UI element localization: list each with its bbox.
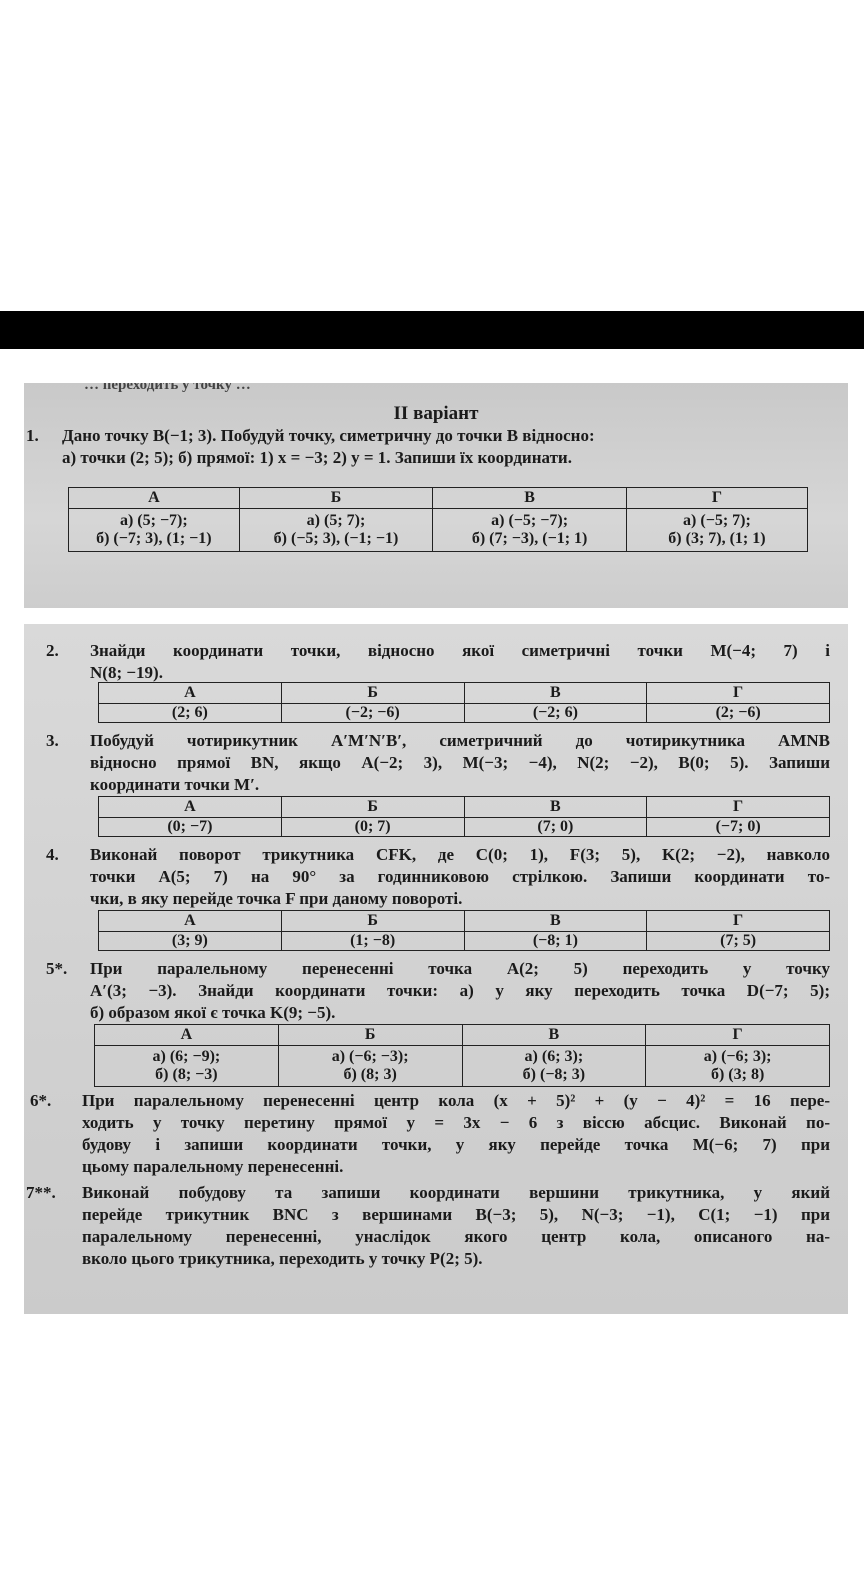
option-c-answer: а) (−5; −7); б) (7; −3), (−1; 1) [433, 509, 627, 552]
answer-table-2 [98, 682, 830, 723]
task-2 [46, 640, 830, 684]
option-c-answer: (7; 0) [464, 818, 647, 837]
task-text-line: Виконай поворот трикутника CFK, де C(0; 1), F(3; 5), K(2; −2), навколо [90, 845, 830, 864]
task-text-line: ходить у точку перетину прямої y = 3x − 6 з віссю абсцис. Виконай по- [82, 1113, 830, 1132]
option-d-answer: а) (−5; 7); б) (3; 7), (1; 1) [626, 509, 807, 552]
worksheet-photo-bottom [24, 624, 848, 1314]
option-d-header: Г [647, 683, 830, 704]
task-4 [46, 844, 830, 910]
option-b-answer: а) (5; 7); б) (−5; 3), (−1; −1) [239, 509, 433, 552]
option-c-header: В [433, 488, 627, 509]
option-a-answer: (2; 6) [99, 704, 282, 723]
option-c-header: В [464, 797, 647, 818]
option-a-header: А [69, 488, 240, 509]
option-b-answer: (0; 7) [281, 818, 464, 837]
task-3 [46, 730, 830, 796]
task-text-line: При паралельному перенесенні точка A(2; 5) переходить у точку [90, 959, 830, 978]
task-text-line: Побудуй чотирикутник A′M′N′B′, симетричний до чотирикутника AMNB [90, 731, 830, 750]
task-text-line: N(8; −19). [90, 663, 163, 682]
option-b-answer: (−2; −6) [281, 704, 464, 723]
option-c-header: В [462, 1025, 646, 1046]
task-text-line: При паралельному перенесенні центр кола (x + 5)² + (y − 4)² = 16 пере- [82, 1091, 830, 1110]
option-b-header: Б [281, 683, 464, 704]
option-b-header: Б [281, 911, 464, 932]
task-text-line: перейде трикутник BNC з вершинами B(−3; 5), N(−3; −1), C(1; −1) при [82, 1205, 830, 1224]
option-c-answer: а) (6; 3); б) (−8; 3) [462, 1046, 646, 1087]
option-c-header: В [464, 911, 647, 932]
option-a-answer: а) (6; −9); б) (8; −3) [95, 1046, 279, 1087]
task-1 [26, 425, 822, 469]
task-text-line: точки A(5; 7) на 90° за годинниковою стрілкою. Запиши координати то- [90, 867, 830, 886]
task-text-line: цьому паралельному перенесенні. [82, 1157, 344, 1176]
task-5 [46, 958, 830, 1024]
option-a-header: А [99, 797, 282, 818]
option-c-answer: (−8; 1) [464, 932, 647, 951]
answer-table-1 [68, 487, 808, 552]
option-d-header: Г [646, 1025, 830, 1046]
answer-table-4 [98, 910, 830, 951]
task-number: 3. [46, 731, 59, 750]
option-a-answer: (0; −7) [99, 818, 282, 837]
option-d-answer: (2; −6) [647, 704, 830, 723]
task-text-line: Знайди координати точки, відносно якої симетричні точки M(−4; 7) і [90, 641, 830, 660]
task-text-line: паралельному перенесенні, унаслідок якого центр кола, описаного на- [82, 1227, 830, 1246]
cut-off-text: … переходить у точку … [84, 383, 251, 392]
task-text-line: відносно прямої BN, якщо A(−2; 3), M(−3; −4), N(2; −2), B(0; 5). Запиши [90, 753, 830, 772]
option-d-answer: (7; 5) [647, 932, 830, 951]
option-b-answer: а) (−6; −3); б) (8; 3) [278, 1046, 462, 1087]
task-text-line: чки, в яку перейде точка F при даному повороті. [90, 889, 463, 908]
option-d-answer: (−7; 0) [647, 818, 830, 837]
answer-table-5 [94, 1024, 830, 1087]
option-b-header: Б [278, 1025, 462, 1046]
option-c-answer: (−2; 6) [464, 704, 647, 723]
option-a-answer: а) (5; −7); б) (−7; 3), (1; −1) [69, 509, 240, 552]
task-text-line: вколо цього трикутника, переходить у точку P(2; 5). [82, 1249, 483, 1268]
variant-title: II варіант [393, 403, 479, 424]
task-number: 1. [26, 426, 39, 445]
task-number: 7**. [26, 1183, 56, 1202]
task-number: 2. [46, 641, 59, 660]
task-number: 6*. [30, 1091, 52, 1110]
task-6 [30, 1090, 830, 1178]
task-text-line: Дано точку B(−1; 3). Побудуй точку, симетричну до точки B відносно: [62, 426, 595, 445]
worksheet-photo-top [24, 383, 848, 608]
task-text-line: Виконай побудову та запиши координати вершини трикутника, у який [82, 1183, 830, 1202]
option-a-header: А [99, 683, 282, 704]
answer-table-3 [98, 796, 830, 837]
task-number: 5*. [46, 959, 68, 978]
option-d-header: Г [647, 911, 830, 932]
option-d-header: Г [647, 797, 830, 818]
top-black-bar [0, 311, 864, 349]
option-a-header: А [95, 1025, 279, 1046]
task-text-line: а) точки (2; 5); б) прямої: 1) x = −3; 2) y = 1. Запиши їх координати. [62, 448, 572, 467]
option-b-header: Б [281, 797, 464, 818]
option-b-answer: (1; −8) [281, 932, 464, 951]
task-number: 4. [46, 845, 59, 864]
option-a-header: А [99, 911, 282, 932]
task-7 [26, 1182, 830, 1270]
task-text-line: б) образом якої є точка K(9; −5). [90, 1003, 336, 1022]
task-text-line: A′(3; −3). Знайди координати точки: а) у яку переходить точка D(−7; 5); [90, 981, 830, 1000]
option-b-header: Б [239, 488, 433, 509]
task-text-line: координати точки M′. [90, 775, 260, 794]
task-text-line: будову і запиши координати точки, у яку перейде точка M(−6; 7) при [82, 1135, 830, 1154]
option-d-header: Г [626, 488, 807, 509]
option-a-answer: (3; 9) [99, 932, 282, 951]
option-c-header: В [464, 683, 647, 704]
option-d-answer: а) (−6; 3); б) (3; 8) [646, 1046, 830, 1087]
